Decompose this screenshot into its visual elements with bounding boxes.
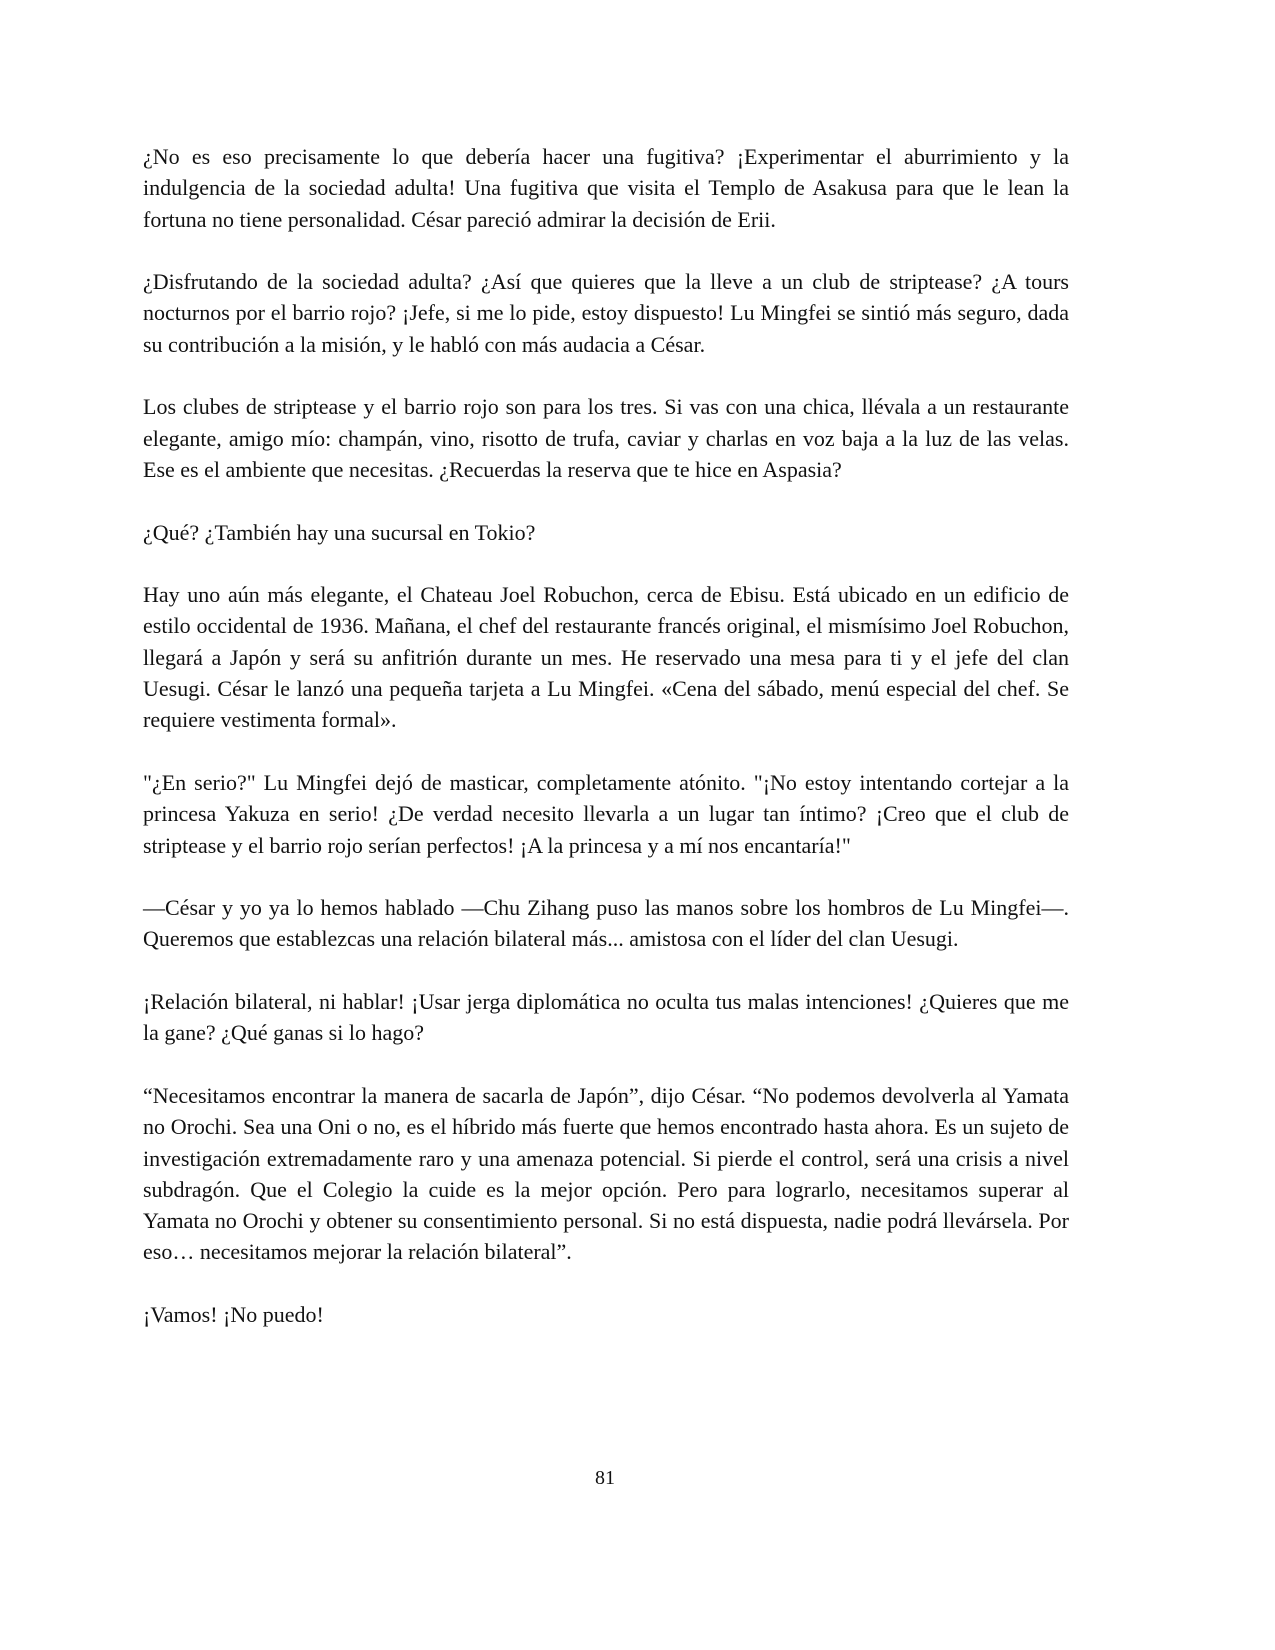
page-number: 81 (595, 1467, 615, 1489)
paragraph: "¿En serio?" Lu Mingfei dejó de masticar, completamente atónito. "¡No estoy intentando cortejar a la princesa Yakuza en serio! ¿De verdad necesito llevarla a un lugar tan íntimo? ¡Creo que el club de striptease y el barrio rojo serían perfectos! ¡A la princesa y a mí nos encantaría!" (143, 769, 1069, 858)
paragraph: —César y yo ya lo hemos hablado —Chu Zihang puso las manos sobre los hombros de Lu Mingfei—. Queremos que establezcas una relación bilateral más... amistosa con el líder del clan Uesugi. (143, 895, 1069, 952)
paragraph: ¿Disfrutando de la sociedad adulta? ¿Así que quieres que la lleve a un club de striptease? ¿A tours nocturnos por el barrio rojo? ¡Jefe, si me lo pide, estoy dispuesto! Lu Mingfei se sintió más seguro, dada su contribución a la misión, y le habló con más audacia a César. (143, 269, 1069, 357)
paragraph: ¿Qué? ¿También hay una sucursal en Tokio? (143, 519, 536, 545)
paragraph: Los clubes de striptease y el barrio rojo son para los tres. Si vas con una chica, llévala a un restaurante elegante, amigo mío: champán, vino, risotto de trufa, caviar y charlas en voz baja a la luz de las velas. Ese es el ambiente que necesitas. ¿Recuerdas la reserva que te hice en Aspasia? (143, 394, 1069, 482)
paragraph: “Necesitamos encontrar la manera de sacarla de Japón”, dijo César. “No podemos devolverla al Yamata no Orochi. Sea una Oni o no, es el híbrido más fuerte que hemos encontrado hasta ahora. Es un sujeto de investigación extremadamente raro y una amenaza potencial. Si pierde el control, será una crisis a nivel subdragón. Que el Colegio la cuide es la mejor opción. Pero para lograrlo, necesitamos superar al Yamata no Orochi y obtener su consentimiento personal. Si no está dispuesta, nadie podrá llevársela. Por eso… necesitamos mejorar la relación bilateral”. (143, 1082, 1069, 1265)
page-body (143, 141, 1069, 1362)
paragraph: ¿No es eso precisamente lo que debería hacer una fugitiva? ¡Experimentar el aburrimiento y la indulgencia de la sociedad adulta! Una fugitiva que visita el Templo de Asakusa para que le lean la fortuna no tiene personalidad. César pareció admirar la decisión de Erii. (143, 144, 1069, 232)
paragraph: Hay uno aún más elegante, el Chateau Joel Robuchon, cerca de Ebisu. Está ubicado en un edificio de estilo occidental de 1936. Mañana, el chef del restaurante francés original, el mismísimo Joel Robuchon, llegará a Japón y será su anfitrión durante un mes. He reservado una mesa para ti y el jefe del clan Uesugi. César le lanzó una pequeña tarjeta a Lu Mingfei. «Cena del sábado, menú especial del chef. Se requiere vestimenta formal». (143, 582, 1069, 733)
paragraph: ¡Relación bilateral, ni hablar! ¡Usar jerga diplomática no oculta tus malas intenciones! ¿Quieres que me la gane? ¿Qué ganas si lo hago? (143, 989, 1069, 1046)
paragraph: ¡Vamos! ¡No puedo! (143, 1301, 324, 1327)
